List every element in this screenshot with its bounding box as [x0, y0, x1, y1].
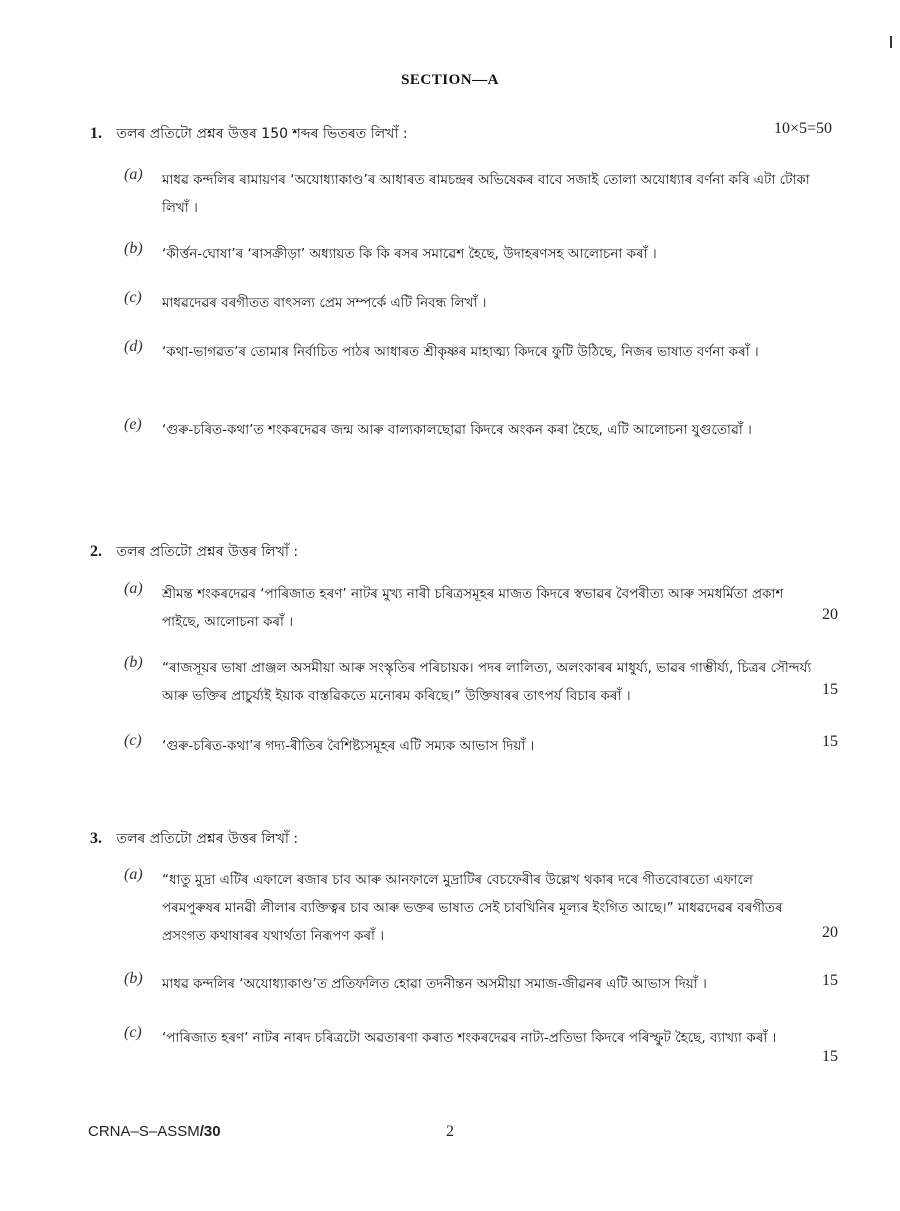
question-2b	[124, 654, 814, 710]
part-text: ‘পাৰিজাত হৰণ’ নাটৰ নাৰদ চৰিত্ৰটো অৱতাৰণা কৰাত শংকৰদেৱৰ নাট্য-প্ৰতিভা কিদৰে পৰিস্ফুট হৈছে, ব্যাখ্যা কৰাঁ ।	[162, 1030, 777, 1046]
part-label: (a)	[124, 866, 143, 883]
part-label: (c)	[124, 1024, 142, 1041]
paper-code-suffix: /30	[199, 1123, 221, 1140]
part-text: ‘গুৰু-চৰিত-কথা’ৰ গদ্য-ৰীতিৰ বৈশিষ্ট্যসমূহৰ এটি সম্যক আভাস দিয়াঁ ।	[162, 738, 535, 754]
part-label: (e)	[124, 416, 142, 433]
paper-code-prefix: CRNA–S–ASSM	[88, 1123, 200, 1140]
question-3c-marks: 15	[822, 1048, 838, 1065]
question-3a-marks: 20	[822, 924, 838, 941]
question-2c	[124, 732, 814, 760]
question-3b-marks: 15	[822, 972, 838, 989]
part-label: (a)	[124, 580, 143, 597]
part-label: (d)	[124, 338, 143, 355]
part-text: ‘গুৰু-চৰিত-কথা’ত শংকৰদেৱৰ জন্ম আৰু বাল্যকালছোৱা কিদৰে অংকন কৰা হৈছে, এটি আলোচনা যুগুতোৱাঁ ।	[162, 422, 752, 438]
part-label: (b)	[124, 654, 143, 671]
question-number: 2.	[90, 543, 102, 560]
part-label: (c)	[124, 289, 142, 306]
part-text: মাধৱদেৱৰ বৰগীতত বাৎসল্য প্ৰেম সম্পৰ্কে এটি নিবন্ধ লিখাঁ ।	[162, 295, 487, 311]
question-2a	[124, 580, 814, 636]
section-title: SECTION—A	[401, 72, 499, 88]
question-number: 1.	[90, 125, 102, 142]
question-1c	[124, 289, 814, 317]
question-1a	[124, 166, 814, 222]
question-instruction: তলৰ প্ৰতিটো প্ৰশ্নৰ উত্তৰ 150 শব্দৰ ভিতৰত লিখাঁ :	[116, 126, 408, 142]
question-instruction: তলৰ প্ৰতিটো প্ৰশ্নৰ উত্তৰ লিখাঁ :	[116, 544, 299, 560]
part-text: শ্ৰীমন্ত শংকৰদেৱৰ ‘পাৰিজাত হৰণ’ নাটৰ মুখ্য নাৰী চৰিত্ৰসমূহৰ মাজত কিদৰে স্বভাৱৰ বৈপৰীত্য আৰু সমধৰ্মিতা প্ৰকাশ পাইছে, আলোচনা কৰাঁ ।	[162, 586, 784, 630]
part-text: “ধাতু মুদ্ৰা এটিৰ এফালে ৰজাৰ চাব আৰু আনফালে মুদ্ৰাটিৰ বেচফেৰীৰ উল্লেখ থকাৰ দৰে গীতবোৰতো এফালে পৰমপুৰুষৰ মানৱী লীলাৰ ব্যক্তিত্বৰ চাব আৰু ভক্তৰ ভাষাত সেই চাবখিনিৰ মূল্যৰ ইংগিত আছে।” মাধৱদেৱৰ বৰগীতৰ প্ৰসংগত কথাষাৰৰ যথাৰ্থতা নিৰূপণ কৰাঁ ।	[162, 872, 783, 944]
part-label: (a)	[124, 166, 143, 183]
part-text: মাধৱ কন্দলিৰ ‘অযোধ্যাকাণ্ড’ত প্ৰতিফলিত হোৱা তদনীন্তন অসমীয়া সমাজ-জীৱনৰ এটি আভাস দিয়াঁ ।	[162, 976, 707, 992]
question-1e	[124, 416, 814, 444]
question-3c	[124, 1024, 814, 1052]
question-1-heading	[90, 122, 408, 146]
question-3a	[124, 866, 814, 950]
part-label: (b)	[124, 240, 143, 257]
question-2-heading	[90, 540, 298, 564]
question-1b	[124, 240, 814, 268]
question-2a-marks: 20	[822, 606, 838, 623]
part-label: (b)	[124, 970, 143, 987]
question-2b-marks: 15	[822, 681, 838, 698]
question-instruction: তলৰ প্ৰতিটো প্ৰশ্নৰ উত্তৰ লিখাঁ :	[116, 831, 299, 847]
margin-mark	[890, 36, 892, 48]
part-text: মাধৱ কন্দলিৰ ৰামায়ণৰ ‘অযোধ্যাকাণ্ড’ৰ আধাৰত ৰামচন্দ্ৰৰ অভিষেকৰ বাবে সজাই তোলা অযোধ্যাৰ বৰ্ণনা কৰি এটা টোকা লিখাঁ ।	[162, 172, 810, 216]
part-text: ‘কথা-ভাগৱত’ৰ তোমাৰ নিৰ্বাচিত পাঠৰ আধাৰত শ্ৰীকৃষ্ণৰ মাহাত্ম্য কিদৰে ফুটি উঠিছে, নিজৰ ভাষাত বৰ্ণনা কৰাঁ ।	[162, 344, 759, 360]
part-text: “ৰাজসূয়ৰ ভাষা প্ৰাঞ্জল অসমীয়া আৰু সংস্কৃতিৰ পৰিচায়ক। পদৰ লালিত্য, অলংকাৰৰ মাধুৰ্য্য, ভাৱৰ গাম্ভীৰ্য্য, চিত্ৰৰ সৌন্দৰ্য্য আৰু ভক্তিৰ প্ৰাচুৰ্য্যই ইয়াক বাস্তৱিকতে মনোৰম কৰিছে।” উক্তিষাৰৰ তাৎপৰ্য বিচাৰ কৰাঁ ।	[162, 660, 812, 704]
question-1-marks: 10×5=50	[773, 120, 832, 137]
question-2c-marks: 15	[822, 733, 838, 750]
question-number: 3.	[90, 830, 102, 847]
question-3-heading	[90, 827, 298, 851]
question-1d	[124, 338, 814, 366]
part-text: ‘কীৰ্ত্তন-ঘোষা’ৰ ‘ৰাসক্ৰীড়া’ অধ্যায়ত কি কি ৰসৰ সমাৱেশ হৈছে, উদাহৰণসহ আলোচনা কৰাঁ ।	[162, 246, 657, 262]
question-3b	[124, 970, 814, 998]
page-number: 2	[446, 1123, 454, 1140]
part-label: (c)	[124, 732, 142, 749]
